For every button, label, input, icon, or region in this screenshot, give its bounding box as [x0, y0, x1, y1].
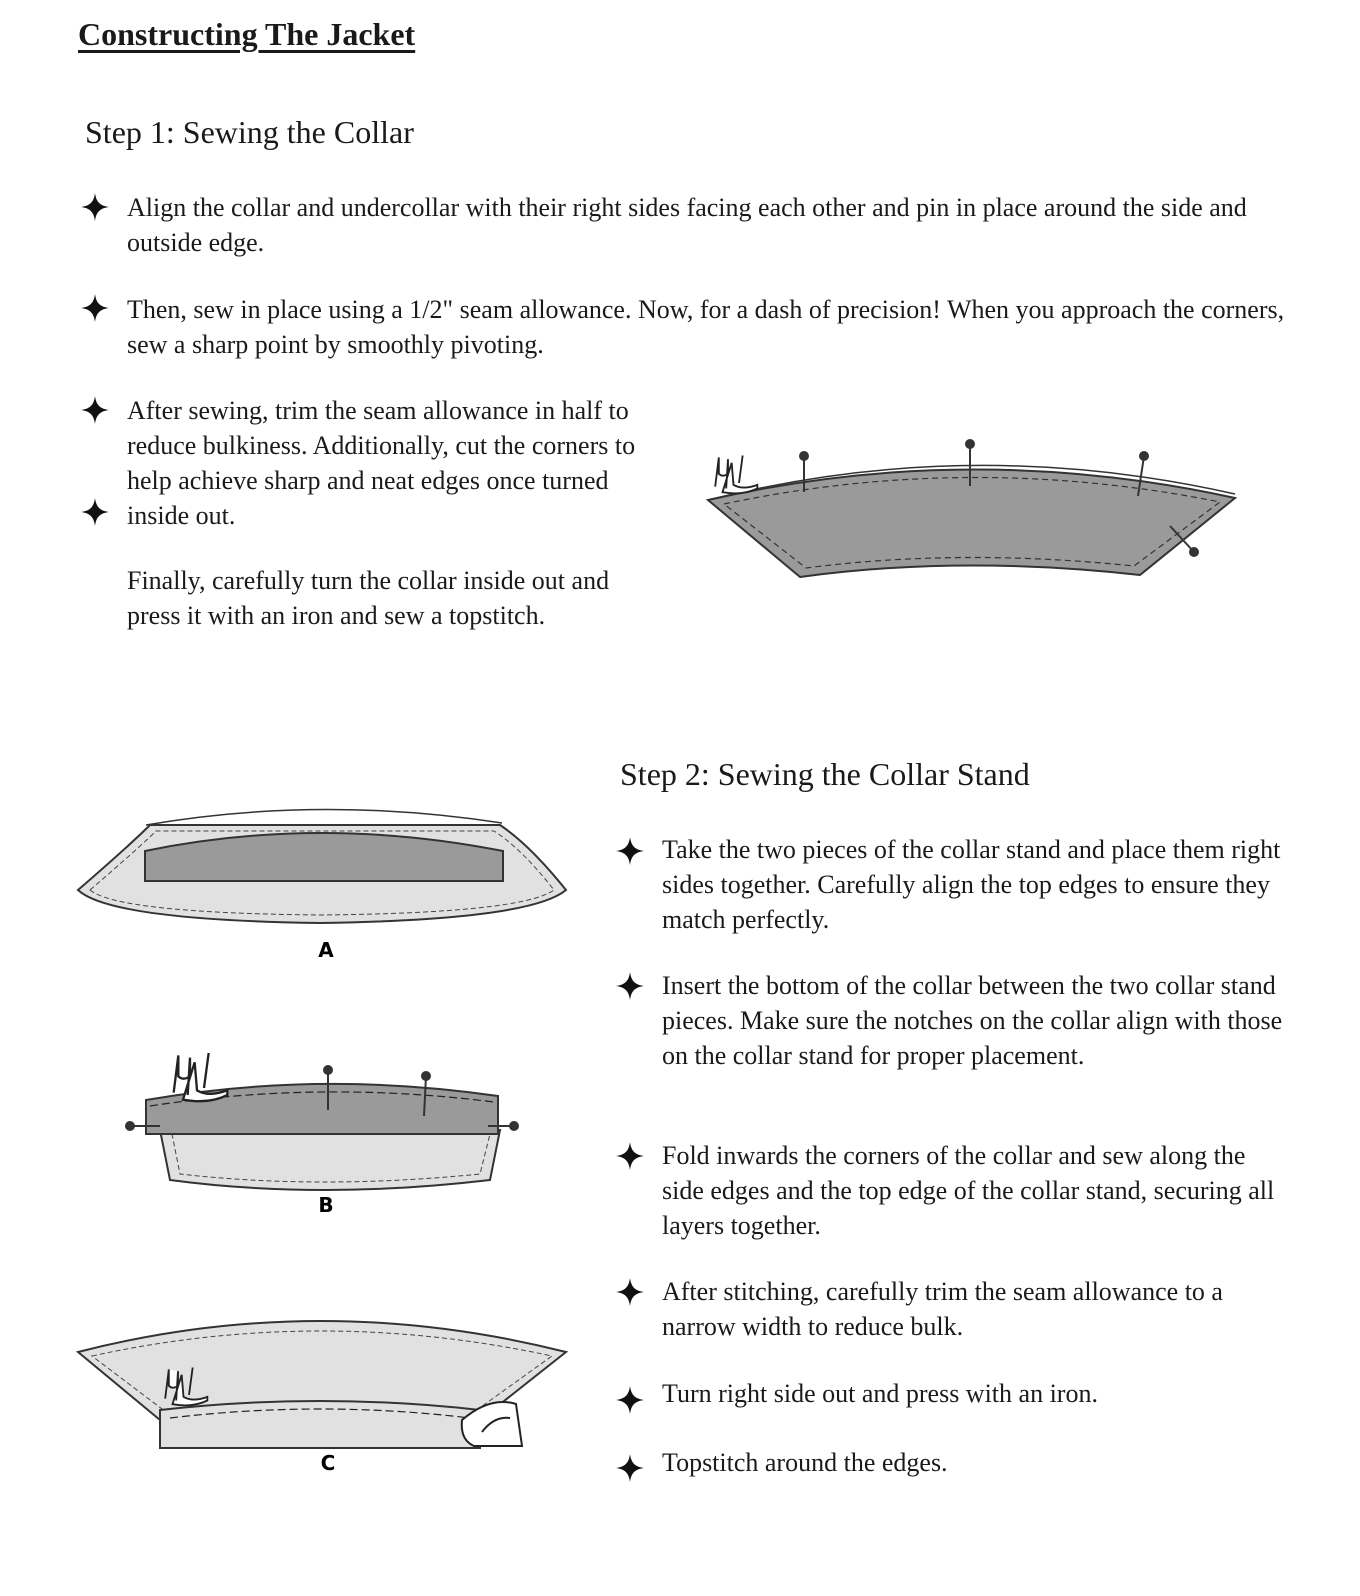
figure-a-illustration — [70, 795, 580, 970]
step1-bullet-1: Align the collar and undercollar with their right sides facing each other and pin in place around the side and outside edge. — [127, 193, 1247, 257]
collar-pinned-illustration — [700, 430, 1260, 600]
four-point-star-icon — [81, 498, 109, 526]
four-point-star-icon — [81, 294, 109, 322]
four-point-star-icon — [616, 837, 644, 865]
figure-c-illustration — [70, 1300, 580, 1490]
step2-bullet-2: Insert the bottom of the collar between the two collar stand pieces. Make sure the notches on the collar align with those on the collar stand for proper placement. — [662, 971, 1283, 1070]
presser-foot-icon — [715, 456, 757, 494]
four-point-star-icon — [616, 1454, 644, 1482]
step2-bullet-6: Topstitch around the edges. — [662, 1448, 948, 1477]
figure-b-label: B — [318, 1193, 334, 1217]
four-point-star-icon — [616, 1142, 644, 1170]
step1-bullet-3: After sewing, trim the seam allowance in half to reduce bulkiness. Additionally, cut the corners to help achieve sharp and neat edges once turned inside out. — [127, 396, 636, 530]
step2-heading: Step 2: Sewing the Collar Stand — [620, 756, 1030, 792]
figure-c-label: C — [320, 1451, 336, 1475]
page-title: Constructing The Jacket — [78, 16, 416, 52]
figure-a-label: A — [318, 938, 334, 962]
step1-final-note: Finally, carefully turn the collar inside out and press it with an iron and sew a topstitch. — [127, 566, 610, 630]
four-point-star-icon — [81, 193, 109, 221]
four-point-star-icon — [81, 396, 109, 424]
step2-bullet-5: Turn right side out and press with an iron. — [662, 1379, 1098, 1408]
step1-bullet-2: Then, sew in place using a 1/2" seam allowance. Now, for a dash of precision! When you approach the corners, sew a sharp point by smoothly pivoting. — [127, 295, 1285, 359]
four-point-star-icon — [616, 1386, 644, 1414]
step2-bullet-4: After stitching, carefully trim the seam allowance to a narrow width to reduce bulk. — [662, 1277, 1223, 1341]
four-point-star-icon — [616, 1278, 644, 1306]
figure-b-illustration — [120, 1040, 540, 1230]
four-point-star-icon — [616, 972, 644, 1000]
step2-bullet-3: Fold inwards the corners of the collar and sew along the side edges and the top edge of the collar stand, securing all layers together. — [662, 1141, 1275, 1240]
step2-bullet-1: Take the two pieces of the collar stand and place them right sides together. Carefully align the top edges to ensure they match perfectly. — [662, 835, 1281, 934]
step1-heading: Step 1: Sewing the Collar — [85, 114, 414, 150]
